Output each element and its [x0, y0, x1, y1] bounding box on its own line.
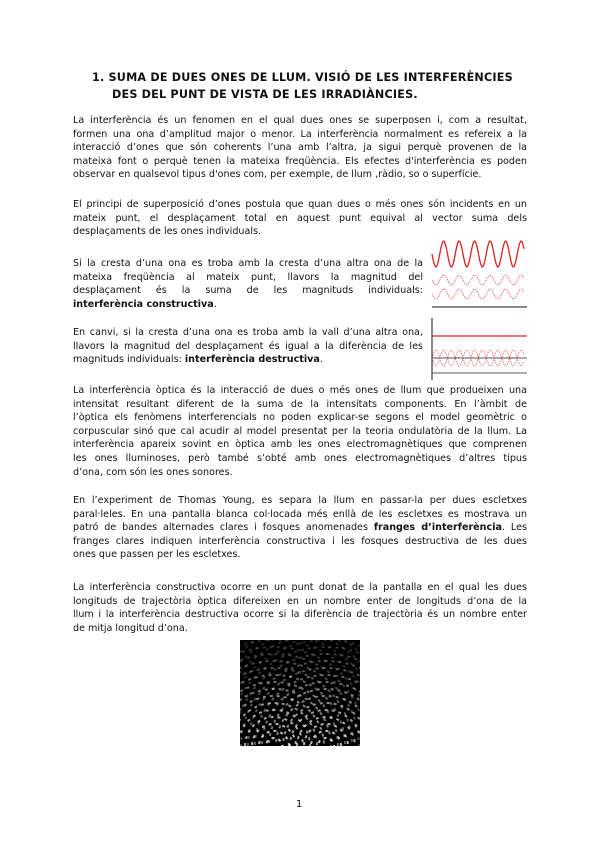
text-line: les ones lluminoses, però també s’obté amb ones electromagnètiques d’altres tipus: [73, 452, 527, 464]
text-line: ones que passen per les escletxes.: [73, 549, 241, 561]
text-line: llum i la interferència destructiva ocorre si la diferència de trajectòria és un nombre enter: [73, 609, 527, 621]
text-line: corpuscular sinó que cal acudir al model presentat per la teoria ondulatòria de la llum. La: [73, 425, 527, 437]
text: patró de bandes alternades clares i fosques anomenades: [73, 522, 374, 534]
text: magnituds individuals:: [73, 354, 185, 366]
component-wave: [432, 289, 524, 299]
term-fringes: franges d’interferència: [373, 522, 502, 534]
section-heading-line2: DES DEL PUNT DE VISTA DE LES IRRADIÀNCIES.: [112, 88, 418, 101]
paragraph-constructive: [73, 257, 423, 311]
text-line: mateixa freqüència al mateix punt, llavors la magnitud del: [73, 271, 423, 283]
text-line: mateix punt, el desplaçament total en aquest punt equival al vector suma dels: [73, 212, 527, 224]
wave-interference-figure: [430, 240, 528, 380]
paragraph-superposition: [73, 198, 527, 239]
text-line: [73, 298, 423, 312]
paragraph-young-experiment: [73, 494, 527, 562]
text-line: Si la cresta d’una ona es troba amb la cresta d’una altra ona de la: [73, 258, 423, 269]
text-line: de mitja longitud d’ona.: [73, 622, 188, 634]
section-heading-line1: 1. SUMA DE DUES ONES DE LLUM. VISIÓ DE LES INTERFERÈNCIES: [92, 71, 513, 84]
text-line: paral·leles. En una pantalla blanca col·locada més enllà de les escletxes es mostrava un: [73, 508, 527, 520]
punct: .: [213, 298, 217, 310]
text-line: desplaçaments de les ones individuals.: [73, 226, 262, 238]
paragraph-path-difference: [73, 581, 527, 635]
term-constructive: interferència constructiva: [73, 298, 214, 310]
paragraph-destructive: [73, 326, 423, 367]
paragraph-optical-interference: [73, 384, 527, 479]
text-line: d’ona, com són les ones sonores.: [73, 466, 233, 478]
double-slit-interference-image: [240, 640, 360, 746]
text-line: franges clares indiquen interferència constructiva i les fosques destructiva de les dues: [73, 535, 527, 547]
text-line: [73, 353, 423, 367]
term-destructive: interferència destructiva: [184, 354, 320, 366]
sum-wave: [432, 241, 524, 267]
punct: .: [319, 354, 323, 366]
paragraph-interference-definition: [73, 114, 527, 182]
text-line: intensitat resultant diferent de la suma de la intensitats components. En l’àmbit de: [73, 398, 527, 410]
text-line: formen una ona d’amplitud major o menor. La interferència normalment es refereix a la: [73, 128, 527, 140]
text-line: En l’experiment de Thomas Young, es separa la llum en passar-la per dues escletxes: [73, 495, 527, 506]
text-line: mateixa font o perquè tenen la mateixa freqüència. Els efectes d'interferència es poden: [73, 155, 527, 167]
text-line: observar en qualsevol tipus d'ones com, per exemple, de llum ,ràdio, so o superfície.: [73, 169, 482, 181]
page-number: 1: [296, 799, 303, 810]
text-line: La interferència constructiva ocorre en un punt donat de la pantalla en el qual les dues: [73, 582, 527, 593]
text-line: interacció d’ones que són coherents l’una amb l’altra, ja sigui perquè provenen de la: [73, 142, 527, 154]
text: . Les: [501, 522, 527, 534]
text-line: La interferència òptica és la interacció de dues o més ones de llum que produeixen una: [73, 385, 527, 396]
text-line: interferència apareix sovint en òptica amb les ones electromagnètiques que comprenen: [73, 439, 527, 451]
text-line: La interferència és un fenomen en el qual dues ones se superposen i, com a resultat,: [73, 115, 527, 126]
text-line: longituds de trajectòria òptica difereixen en un nombre enter de longituds d’ona de la: [73, 595, 527, 607]
text-line: En canvi, si la cresta d’una ona es troba amb la vall d’una altra ona,: [73, 327, 423, 338]
text-line: El principi de superposició d’ones postula que quan dues o més ones són incidents en un: [73, 199, 527, 210]
text-line: l’òptica els fenòmens interferencials no poden explicar-se segons el model geomètric o: [73, 412, 527, 424]
component-wave: [432, 275, 524, 285]
text-line: llavors la magnitud del desplaçament és igual a la diferència de les: [73, 340, 423, 352]
text-line: [73, 521, 527, 535]
text-line: desplaçament és la suma de les magnituds individuals:: [73, 285, 423, 297]
